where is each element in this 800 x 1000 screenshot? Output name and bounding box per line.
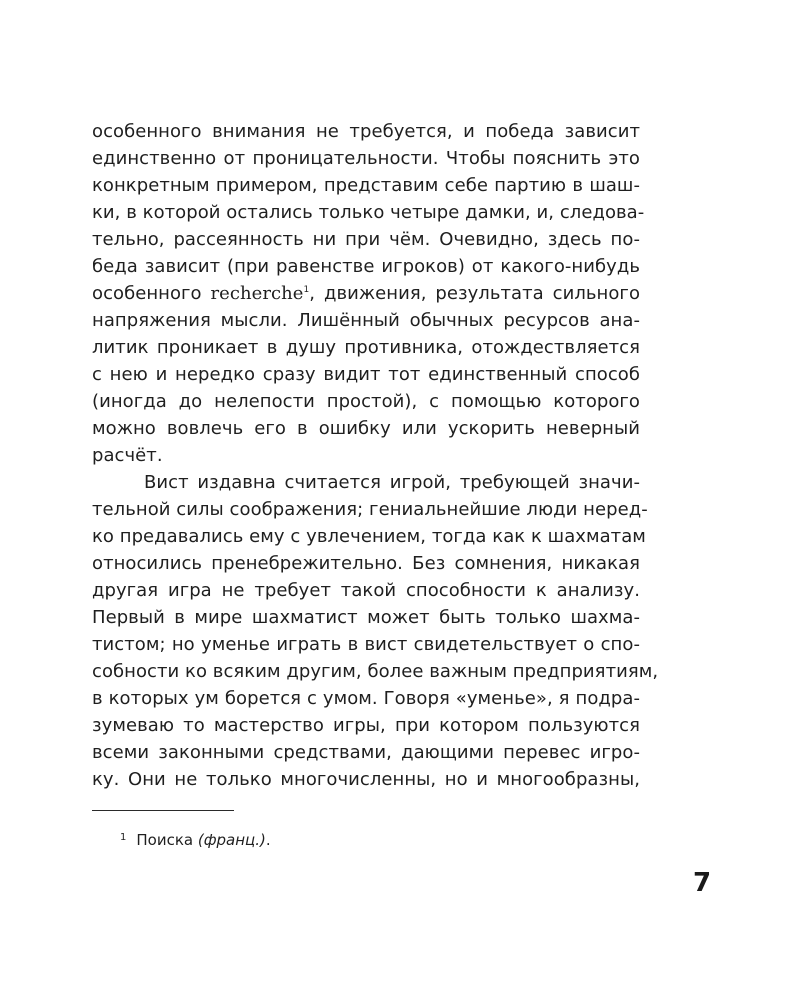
footnote-divider <box>92 810 234 811</box>
text-fragment: особенного <box>92 283 211 304</box>
footnote-number: 1 <box>120 832 127 843</box>
footnote-reference: 1 <box>303 285 310 295</box>
text-line: всеми законными средствами, дающими перевес игро- <box>92 742 640 763</box>
text-line: тельной силы соображения; гениальнейшие люди неред- <box>92 499 648 520</box>
text-line: литик проникает в душу противника, отождествляется <box>92 337 640 358</box>
text-line: ко предавались ему с увлечением, тогда как к шахматам <box>92 526 646 547</box>
text-line: Первый в мире шахматист может быть только шахма- <box>92 607 640 628</box>
text-line: зумеваю то мастерство игры, при котором пользуются <box>92 715 640 736</box>
footnote-period: . <box>265 831 271 849</box>
footnote-language-note: (франц.) <box>197 831 266 849</box>
footnote <box>120 827 271 851</box>
text-line: расчёт. <box>92 445 163 466</box>
text-line: (иногда до нелепости простой), с помощью которого <box>92 391 640 412</box>
text-line-with-footnote <box>92 280 640 307</box>
footnote-text: Поиска <box>136 831 198 849</box>
foreign-word: recherche <box>210 283 304 304</box>
text-line: тистом; но уменье играть в вист свидетельствует о спо- <box>92 634 640 655</box>
text-line: относились пренебрежительно. Без сомнения, никакая <box>92 553 640 574</box>
text-line: ки, в которой остались только четыре дамки, и, следова- <box>92 202 645 223</box>
text-line: конкретным примером, представим себе партию в шаш- <box>92 175 640 196</box>
text-fragment: , движения, результата сильного <box>309 283 641 304</box>
text-line: ку. Они не только многочисленны, но и многообразны, <box>92 769 640 790</box>
text-line: единственно от проницательности. Чтобы пояснить это <box>92 148 640 169</box>
text-line: беда зависит (при равенстве игроков) от какого-нибудь <box>92 256 640 277</box>
text-line: особенного внимания не требуется, и победа зависит <box>92 121 640 142</box>
text-line: напряжения мысли. Лишённый обычных ресурсов ана- <box>92 310 640 331</box>
text-line: тельно, рассеянность ни при чём. Очевидно, здесь по- <box>92 229 640 250</box>
page-number: 7 <box>693 868 712 898</box>
paragraph-start-line: Вист издавна считается игрой, требующей значи- <box>144 472 640 493</box>
text-line: другая игра не требует такой способности к анализу. <box>92 580 640 601</box>
text-line: с нею и нередко сразу видит тот единственный способ <box>92 364 640 385</box>
text-line: можно вовлечь его в ошибку или ускорить неверный <box>92 418 640 439</box>
text-line: в которых ум борется с умом. Говоря «уменье», я подра- <box>92 688 640 709</box>
body-text <box>92 118 659 793</box>
text-line: собности ко всяким другим, более важным предприятиям, <box>92 661 659 682</box>
